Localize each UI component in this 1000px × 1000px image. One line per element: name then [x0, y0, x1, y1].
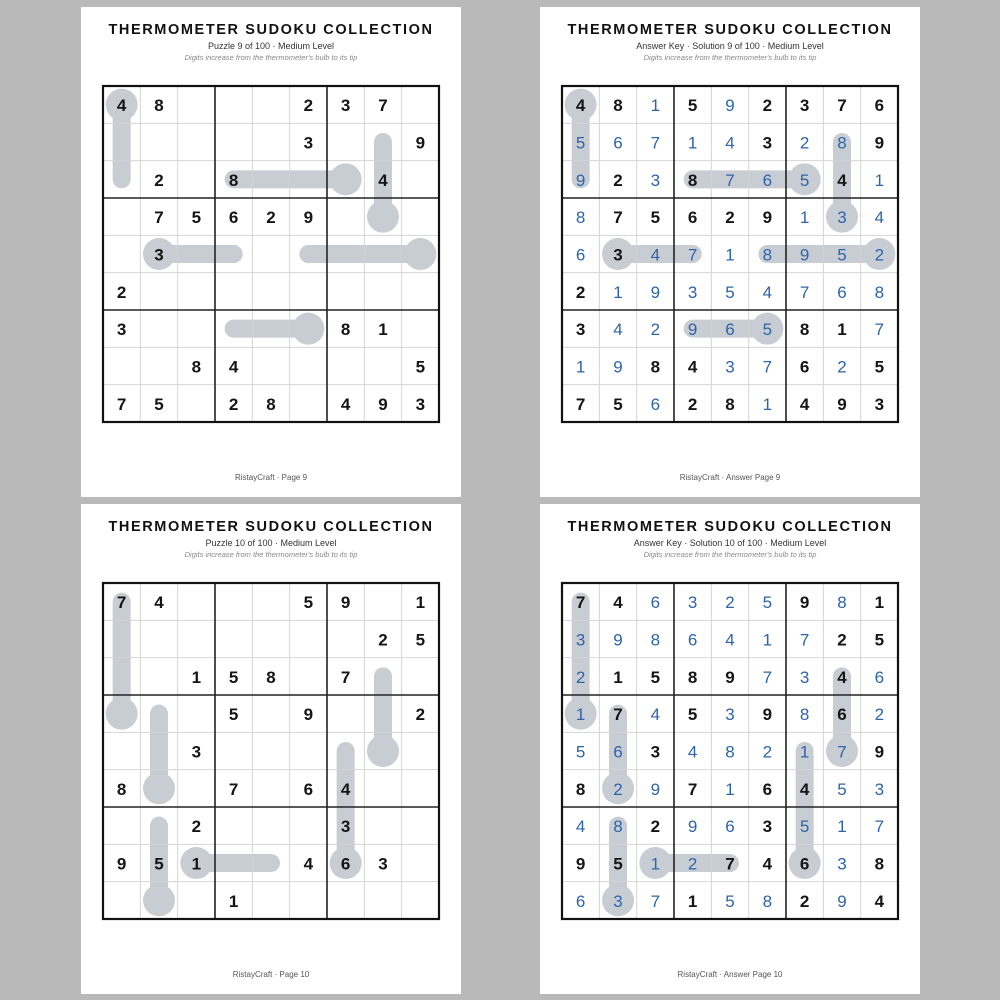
solution-digit: 2 [650, 320, 661, 340]
given-digit: 4 [837, 667, 847, 687]
given-digit: 5 [154, 394, 164, 414]
page-title: THERMOMETER SUDOKU COLLECTION [567, 22, 893, 38]
solution-digit: 8 [613, 817, 623, 837]
given-digit: 5 [191, 208, 202, 228]
sudoku-grid [103, 583, 439, 919]
given-digit: 8 [799, 320, 810, 340]
solution-digit: 1 [650, 854, 661, 874]
solution-digit: 2 [799, 133, 810, 153]
given-digit: 6 [874, 96, 885, 116]
solution-digit: 5 [837, 245, 847, 265]
given-digit: 3 [340, 96, 351, 116]
solution-digit: 7 [762, 357, 773, 377]
page-note: Digits increase from the thermometer's bulb to its tip [184, 550, 358, 559]
solution-digit: 1 [575, 705, 586, 725]
given-digit: 9 [837, 394, 847, 414]
given-digit: 7 [613, 705, 623, 725]
given-digit: 2 [378, 630, 388, 650]
solution-digit: 8 [799, 705, 810, 725]
solution-digit: 9 [613, 357, 623, 377]
given-digit: 1 [415, 593, 426, 613]
given-digit: 3 [378, 854, 388, 874]
given-digit: 9 [874, 133, 885, 153]
page-note: Digits increase from the thermometer's bulb to its tip [643, 550, 817, 559]
solution-digit: 6 [687, 630, 698, 650]
given-digit: 1 [228, 891, 239, 911]
page-title: THERMOMETER SUDOKU COLLECTION [108, 22, 434, 38]
given-digit: 5 [228, 667, 239, 687]
given-digit: 5 [228, 705, 239, 725]
given-digit: 8 [725, 394, 735, 414]
given-digit: 3 [762, 133, 773, 153]
given-digit: 7 [116, 593, 127, 613]
given-digit: 7 [613, 208, 623, 228]
solution-digit: 2 [725, 593, 735, 613]
given-digit: 5 [415, 630, 426, 650]
solution-digit: 9 [837, 891, 847, 911]
given-digit: 9 [303, 208, 314, 228]
given-digit: 3 [575, 320, 586, 340]
page-footer: RistayCraft · Page 9 [234, 473, 308, 482]
solution-digit: 5 [799, 170, 810, 190]
solution-digit: 1 [799, 742, 810, 762]
solution-digit: 5 [575, 133, 586, 153]
given-digit: 4 [799, 779, 810, 799]
given-digit: 3 [340, 817, 351, 837]
solution-digit: 4 [687, 742, 698, 762]
given-digit: 4 [799, 394, 810, 414]
solution-digit: 9 [575, 170, 586, 190]
given-digit: 9 [116, 854, 127, 874]
solution-digit: 9 [650, 282, 661, 302]
given-digit: 9 [340, 593, 351, 613]
given-digit: 1 [837, 320, 847, 340]
solution-digit: 7 [762, 667, 773, 687]
given-digit: 7 [228, 779, 239, 799]
solution-digit: 7 [650, 133, 661, 153]
given-digit: 5 [303, 593, 314, 613]
given-digit: 3 [613, 245, 623, 265]
given-digit: 9 [762, 208, 773, 228]
solution-digit: 7 [725, 170, 735, 190]
given-digit: 2 [191, 817, 202, 837]
solution-digit: 2 [613, 779, 623, 799]
given-digit: 3 [650, 742, 661, 762]
sudoku-grid [103, 86, 439, 422]
solution-digit: 2 [687, 854, 698, 874]
given-digit: 8 [575, 779, 586, 799]
given-digit: 4 [303, 854, 314, 874]
solution-digit: 4 [650, 245, 661, 265]
given-digit: 5 [613, 394, 623, 414]
solution-digit: 5 [762, 593, 773, 613]
solution-digit: 7 [874, 817, 885, 837]
thermometer-bulb [143, 884, 175, 916]
solution-digit: 5 [725, 891, 735, 911]
sudoku-grid [562, 86, 898, 422]
solution-digit: 7 [799, 630, 810, 650]
solution-digit: 3 [799, 667, 810, 687]
given-digit: 5 [415, 357, 426, 377]
solution-digit: 9 [725, 96, 735, 116]
thermometer-bulb [367, 201, 399, 233]
solution-digit: 8 [874, 282, 885, 302]
given-digit: 3 [415, 394, 426, 414]
given-digit: 4 [116, 96, 127, 116]
given-digit: 9 [303, 705, 314, 725]
solution-digit: 5 [575, 742, 586, 762]
solution-digit: 3 [725, 357, 735, 377]
given-digit: 9 [415, 133, 426, 153]
given-digit: 6 [799, 357, 810, 377]
puzzle-page-9 [81, 7, 461, 497]
puzzle-page-10 [81, 504, 461, 994]
given-digit: 9 [874, 742, 885, 762]
given-digit: 7 [837, 96, 847, 116]
given-digit: 2 [687, 394, 698, 414]
given-digit: 5 [874, 630, 885, 650]
given-digit: 4 [837, 170, 847, 190]
thermometer-bulb [143, 772, 175, 804]
given-digit: 8 [613, 96, 623, 116]
solution-digit: 5 [762, 320, 773, 340]
given-digit: 8 [266, 667, 276, 687]
solution-digit: 6 [575, 245, 586, 265]
given-digit: 8 [154, 96, 164, 116]
solution-digit: 3 [687, 593, 698, 613]
thermometer-bulb [404, 238, 436, 270]
given-digit: 8 [687, 170, 698, 190]
solution-digit: 6 [874, 667, 885, 687]
solution-digit: 4 [874, 208, 885, 228]
thermometer-bulb [292, 313, 324, 345]
solution-digit: 6 [725, 320, 735, 340]
given-digit: 9 [575, 854, 586, 874]
given-digit: 6 [762, 779, 773, 799]
thermometer-bulb [106, 698, 138, 730]
sudoku-grid [562, 583, 898, 919]
given-digit: 9 [378, 394, 388, 414]
page-footer: RistayCraft · Page 10 [232, 970, 310, 979]
given-digit: 8 [266, 394, 276, 414]
solution-digit: 7 [837, 742, 847, 762]
given-digit: 1 [874, 593, 885, 613]
solution-digit: 6 [762, 170, 773, 190]
solution-digit: 6 [613, 133, 623, 153]
given-digit: 9 [762, 705, 773, 725]
given-digit: 7 [340, 667, 351, 687]
solution-digit: 6 [650, 593, 661, 613]
solution-digit: 6 [725, 817, 735, 837]
solution-digit: 7 [874, 320, 885, 340]
solution-digit: 4 [575, 817, 586, 837]
given-digit: 2 [575, 282, 586, 302]
given-digit: 5 [650, 208, 661, 228]
given-digit: 2 [837, 630, 847, 650]
given-digit: 4 [340, 394, 351, 414]
solution-digit: 4 [762, 282, 773, 302]
solution-digit: 1 [575, 357, 586, 377]
given-digit: 2 [228, 394, 239, 414]
solution-digit: 1 [613, 282, 623, 302]
given-digit: 7 [154, 208, 164, 228]
given-digit: 1 [613, 667, 623, 687]
solution-digit: 8 [837, 133, 847, 153]
given-digit: 1 [378, 320, 388, 340]
given-digit: 3 [874, 394, 885, 414]
solution-digit: 6 [837, 282, 847, 302]
solution-digit: 4 [613, 320, 623, 340]
given-digit: 2 [303, 96, 314, 116]
given-digit: 4 [687, 357, 698, 377]
given-digit: 8 [228, 170, 239, 190]
given-digit: 8 [650, 357, 661, 377]
solution-digit: 1 [725, 779, 735, 799]
solution-digit: 1 [837, 817, 847, 837]
answer-page-9 [540, 7, 920, 497]
given-digit: 5 [874, 357, 885, 377]
solution-digit: 5 [837, 779, 847, 799]
given-digit: 6 [799, 854, 810, 874]
solution-digit: 9 [687, 817, 698, 837]
solution-digit: 8 [762, 891, 773, 911]
page-footer: RistayCraft · Answer Page 10 [677, 970, 783, 979]
solution-digit: 3 [650, 170, 661, 190]
given-digit: 2 [650, 817, 661, 837]
solution-digit: 8 [762, 245, 773, 265]
given-digit: 2 [116, 282, 127, 302]
given-digit: 8 [191, 357, 202, 377]
given-digit: 3 [762, 817, 773, 837]
solution-digit: 5 [725, 282, 735, 302]
given-digit: 4 [228, 357, 239, 377]
page-title: THERMOMETER SUDOKU COLLECTION [108, 519, 434, 535]
solution-digit: 1 [687, 133, 698, 153]
solution-digit: 6 [575, 891, 586, 911]
given-digit: 9 [799, 593, 810, 613]
solution-digit: 2 [874, 245, 885, 265]
given-digit: 3 [303, 133, 314, 153]
solution-digit: 3 [687, 282, 698, 302]
solution-digit: 7 [799, 282, 810, 302]
solution-digit: 8 [650, 630, 661, 650]
solution-digit: 4 [650, 705, 661, 725]
page-subtitle: Answer Key · Solution 10 of 100 · Medium Level [633, 538, 827, 548]
solution-digit: 7 [650, 891, 661, 911]
given-digit: 4 [874, 891, 885, 911]
given-digit: 4 [340, 779, 351, 799]
solution-digit: 4 [725, 133, 735, 153]
given-digit: 4 [575, 96, 586, 116]
solution-digit: 1 [762, 630, 773, 650]
given-digit: 4 [378, 170, 388, 190]
solution-digit: 8 [575, 208, 586, 228]
solution-digit: 1 [799, 208, 810, 228]
given-digit: 7 [687, 779, 698, 799]
page-footer: RistayCraft · Answer Page 9 [679, 473, 781, 482]
given-digit: 3 [799, 96, 810, 116]
answer-page-10 [540, 504, 920, 994]
given-digit: 4 [154, 593, 164, 613]
given-digit: 5 [650, 667, 661, 687]
given-digit: 6 [687, 208, 698, 228]
page-title: THERMOMETER SUDOKU COLLECTION [567, 519, 893, 535]
thermometer-bulb [367, 735, 399, 767]
solution-digit: 6 [613, 742, 623, 762]
given-digit: 8 [116, 779, 127, 799]
solution-digit: 1 [650, 96, 661, 116]
thermometer-bulb [330, 163, 362, 195]
solution-digit: 2 [874, 705, 885, 725]
solution-digit: 1 [762, 394, 773, 414]
given-digit: 6 [340, 854, 351, 874]
given-digit: 7 [575, 394, 586, 414]
given-digit: 2 [154, 170, 164, 190]
given-digit: 4 [613, 593, 623, 613]
page-subtitle: Puzzle 10 of 100 · Medium Level [205, 538, 337, 548]
given-digit: 1 [191, 667, 202, 687]
given-digit: 8 [687, 667, 698, 687]
solution-digit: 2 [575, 667, 586, 687]
page-subtitle: Answer Key · Solution 9 of 100 · Medium Level [636, 41, 824, 51]
given-digit: 2 [762, 96, 773, 116]
solution-digit: 9 [650, 779, 661, 799]
solution-digit: 3 [725, 705, 735, 725]
solution-digit: 2 [762, 742, 773, 762]
solution-digit: 6 [650, 394, 661, 414]
solution-digit: 1 [874, 170, 885, 190]
solution-digit: 3 [837, 854, 847, 874]
given-digit: 2 [799, 891, 810, 911]
page-note: Digits increase from the thermometer's bulb to its tip [184, 53, 358, 62]
solution-digit: 5 [799, 817, 810, 837]
given-digit: 6 [837, 705, 847, 725]
given-digit: 3 [191, 742, 202, 762]
given-digit: 9 [725, 667, 735, 687]
given-digit: 2 [266, 208, 276, 228]
given-digit: 7 [116, 394, 127, 414]
given-digit: 2 [613, 170, 623, 190]
given-digit: 1 [687, 891, 698, 911]
solution-digit: 2 [837, 357, 847, 377]
given-digit: 7 [378, 96, 388, 116]
solution-digit: 8 [725, 742, 735, 762]
given-digit: 2 [415, 705, 426, 725]
solution-digit: 3 [613, 891, 623, 911]
given-digit: 3 [116, 320, 127, 340]
solution-digit: 3 [575, 630, 586, 650]
given-digit: 5 [154, 854, 164, 874]
given-digit: 6 [228, 208, 239, 228]
given-digit: 5 [687, 96, 698, 116]
solution-digit: 9 [799, 245, 810, 265]
solution-digit: 9 [613, 630, 623, 650]
solution-digit: 8 [837, 593, 847, 613]
solution-digit: 3 [874, 779, 885, 799]
given-digit: 3 [154, 245, 164, 265]
solution-digit: 3 [837, 208, 847, 228]
given-digit: 7 [575, 593, 586, 613]
given-digit: 8 [874, 854, 885, 874]
solution-digit: 1 [725, 245, 735, 265]
page-subtitle: Puzzle 9 of 100 · Medium Level [207, 41, 335, 51]
solution-digit: 7 [687, 245, 698, 265]
given-digit: 7 [725, 854, 735, 874]
given-digit: 4 [762, 854, 773, 874]
solution-digit: 9 [687, 320, 698, 340]
given-digit: 8 [340, 320, 351, 340]
given-digit: 5 [687, 705, 698, 725]
given-digit: 5 [613, 854, 623, 874]
page-note: Digits increase from the thermometer's bulb to its tip [643, 53, 817, 62]
given-digit: 6 [303, 779, 314, 799]
given-digit: 2 [725, 208, 735, 228]
given-digit: 1 [191, 854, 202, 874]
solution-digit: 4 [725, 630, 735, 650]
